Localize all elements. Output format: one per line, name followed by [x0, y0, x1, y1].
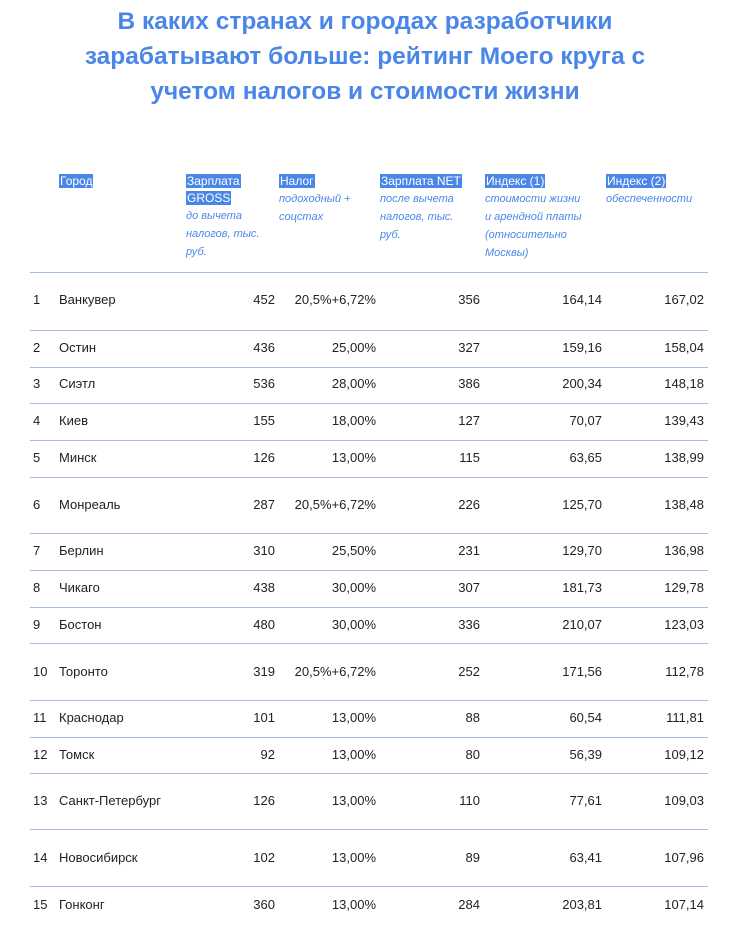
- cell-idx2: 139,43: [664, 413, 704, 428]
- cell-rank: 3: [33, 376, 41, 391]
- header-index-1-sub-1: стоимости жизни: [485, 193, 581, 205]
- cell-city: Остин: [59, 340, 97, 355]
- cell-idx1: 203,81: [562, 897, 602, 912]
- cell-net: 127: [458, 413, 480, 428]
- cell-rank: 6: [33, 497, 41, 512]
- cell-rank: 12: [33, 747, 48, 762]
- cell-idx1: 171,56: [562, 664, 602, 679]
- header-gross-sub-1: до вычета: [186, 210, 242, 222]
- cell-rank: 7: [33, 543, 41, 558]
- cell-gross: 102: [253, 850, 275, 865]
- cell-net: 356: [458, 292, 480, 307]
- cell-idx1: 210,07: [562, 617, 602, 632]
- cell-idx1: 56,39: [569, 747, 602, 762]
- title-line-2: зарабатывают больше: рейтинг Моего круга с: [84, 43, 646, 70]
- cell-tax: 28,00%: [331, 376, 376, 391]
- cell-idx1: 63,65: [569, 450, 602, 465]
- cell-city: Чикаго: [59, 580, 100, 595]
- cell-city: Новосибирск: [59, 850, 138, 865]
- cell-gross: 101: [253, 710, 275, 725]
- cell-gross: 480: [253, 617, 275, 632]
- cell-tax: 13,00%: [331, 793, 376, 808]
- header-tax: [279, 173, 374, 226]
- cell-net: 89: [465, 850, 480, 865]
- cell-tax: 30,00%: [331, 617, 376, 632]
- row-divider: [30, 773, 708, 774]
- cell-rank: 9: [33, 617, 41, 632]
- header-index-1-sub-2: и арендной платы: [485, 211, 582, 223]
- header-city: [59, 173, 93, 190]
- cell-idx1: 129,70: [562, 543, 602, 558]
- cell-tax: 20,5%+6,72%: [294, 497, 376, 512]
- cell-tax: 13,00%: [331, 710, 376, 725]
- cell-city: Санкт-Петербург: [59, 793, 161, 808]
- row-divider: [30, 607, 708, 608]
- cell-rank: 13: [33, 793, 48, 808]
- cell-net: 88: [465, 710, 480, 725]
- header-index-2-sub-1: обеспеченности: [606, 193, 693, 205]
- cell-idx2: 148,18: [664, 376, 704, 391]
- cell-idx1: 200,34: [562, 376, 602, 391]
- cell-net: 80: [465, 747, 480, 762]
- header-gross-sub-3: руб.: [186, 246, 207, 258]
- cell-gross: 319: [253, 664, 275, 679]
- cell-idx1: 159,16: [562, 340, 602, 355]
- cell-city: Ванкувер: [59, 292, 116, 307]
- cell-city: Монреаль: [59, 497, 121, 512]
- cell-city: Берлин: [59, 543, 104, 558]
- cell-idx2: 107,96: [664, 850, 704, 865]
- page-title: [0, 4, 730, 109]
- cell-gross: 155: [253, 413, 275, 428]
- cell-tax: 13,00%: [331, 747, 376, 762]
- cell-gross: 287: [253, 497, 275, 512]
- cell-gross: 452: [253, 292, 275, 307]
- cell-city: Сиэтл: [59, 376, 96, 391]
- cell-gross: 92: [260, 747, 275, 762]
- cell-idx2: 136,98: [664, 543, 704, 558]
- header-tax-sub-1: подоходный +: [279, 193, 351, 205]
- cell-net: 336: [458, 617, 480, 632]
- cell-net: 231: [458, 543, 480, 558]
- header-net-label: Зарплата NET: [381, 174, 461, 188]
- cell-rank: 4: [33, 413, 41, 428]
- cell-net: 327: [458, 340, 480, 355]
- header-city-label: Город: [60, 174, 93, 188]
- header-gross-label-2: GROSS: [187, 191, 231, 205]
- header-index-2-label: Индекс (2): [607, 174, 666, 188]
- row-divider: [30, 570, 708, 571]
- cell-idx1: 77,61: [569, 793, 602, 808]
- cell-city: Торонто: [59, 664, 108, 679]
- cell-tax: 18,00%: [331, 413, 376, 428]
- cell-idx2: 138,99: [664, 450, 704, 465]
- row-divider: [30, 477, 708, 478]
- cell-idx1: 63,41: [569, 850, 602, 865]
- cell-tax: 13,00%: [331, 897, 376, 912]
- cell-net: 115: [459, 450, 480, 465]
- cell-idx1: 70,07: [569, 413, 602, 428]
- cell-net: 226: [458, 497, 480, 512]
- row-divider: [30, 700, 708, 701]
- row-divider: [30, 829, 708, 830]
- cell-tax: 20,5%+6,72%: [294, 664, 376, 679]
- header-index-1-sub-3: (относительно: [485, 229, 567, 241]
- header-index-1: [485, 173, 600, 262]
- cell-tax: 20,5%+6,72%: [294, 292, 376, 307]
- cell-net: 110: [459, 793, 480, 808]
- header-index-2: [606, 173, 716, 208]
- cell-rank: 10: [33, 664, 48, 679]
- cell-idx2: 138,48: [664, 497, 704, 512]
- cell-city: Бостон: [59, 617, 102, 632]
- cell-tax: 25,00%: [331, 340, 376, 355]
- cell-city: Минск: [59, 450, 97, 465]
- header-tax-sub-2: соцстах: [279, 211, 324, 223]
- header-tax-label: Налог: [280, 174, 314, 188]
- row-divider: [30, 737, 708, 738]
- header-gross-sub-2: налогов, тыс.: [186, 228, 260, 240]
- header-gross: [186, 173, 276, 261]
- cell-idx2: 167,02: [664, 292, 704, 307]
- cell-gross: 536: [253, 376, 275, 391]
- header-index-1-sub-4: Москвы): [485, 247, 529, 259]
- cell-idx1: 60,54: [569, 710, 602, 725]
- cell-rank: 15: [33, 897, 48, 912]
- header-index-1-label: Индекс (1): [486, 174, 545, 188]
- cell-tax: 13,00%: [331, 850, 376, 865]
- cell-rank: 1: [33, 292, 41, 307]
- cell-gross: 360: [253, 897, 275, 912]
- title-line-3: учетом налогов и стоимости жизни: [150, 78, 580, 105]
- row-divider: [30, 643, 708, 644]
- cell-idx2: 158,04: [664, 340, 704, 355]
- cell-tax: 13,00%: [331, 450, 376, 465]
- header-net-sub-2: налогов, тыс.: [380, 211, 454, 223]
- header-net-sub-1: после вычета: [380, 193, 454, 205]
- row-divider: [30, 533, 708, 534]
- cell-gross: 310: [253, 543, 275, 558]
- cell-city: Киев: [59, 413, 88, 428]
- cell-idx1: 125,70: [562, 497, 602, 512]
- title-line-1: В каких странах и городах разработчики: [117, 8, 613, 35]
- cell-rank: 8: [33, 580, 41, 595]
- cell-idx2: 107,14: [664, 897, 704, 912]
- cell-idx2: 109,03: [664, 793, 704, 808]
- header-divider: [30, 272, 708, 273]
- cell-rank: 11: [33, 710, 47, 725]
- cell-tax: 30,00%: [331, 580, 376, 595]
- row-divider: [30, 403, 708, 404]
- cell-idx2: 109,12: [664, 747, 704, 762]
- cell-idx1: 164,14: [562, 292, 602, 307]
- cell-city: Краснодар: [59, 710, 124, 725]
- cell-idx1: 181,73: [562, 580, 602, 595]
- row-divider: [30, 367, 708, 368]
- cell-rank: 14: [33, 850, 48, 865]
- row-divider: [30, 886, 708, 887]
- header-net: [380, 173, 480, 244]
- row-divider: [30, 330, 708, 331]
- cell-idx2: 111,81: [666, 710, 704, 725]
- cell-idx2: 112,78: [665, 664, 704, 679]
- row-divider: [30, 440, 708, 441]
- cell-net: 386: [458, 376, 480, 391]
- cell-gross: 438: [253, 580, 275, 595]
- cell-gross: 126: [253, 793, 275, 808]
- cell-gross: 436: [253, 340, 275, 355]
- cell-gross: 126: [253, 450, 275, 465]
- cell-net: 252: [458, 664, 480, 679]
- cell-city: Томск: [59, 747, 95, 762]
- header-net-sub-3: руб.: [380, 229, 401, 241]
- cell-idx2: 129,78: [664, 580, 704, 595]
- cell-rank: 2: [33, 340, 41, 355]
- cell-idx2: 123,03: [664, 617, 704, 632]
- header-gross-label-1: Зарплата: [187, 174, 240, 188]
- cell-net: 284: [458, 897, 480, 912]
- cell-net: 307: [458, 580, 480, 595]
- cell-tax: 25,50%: [331, 543, 376, 558]
- cell-rank: 5: [33, 450, 41, 465]
- cell-city: Гонконг: [59, 897, 105, 912]
